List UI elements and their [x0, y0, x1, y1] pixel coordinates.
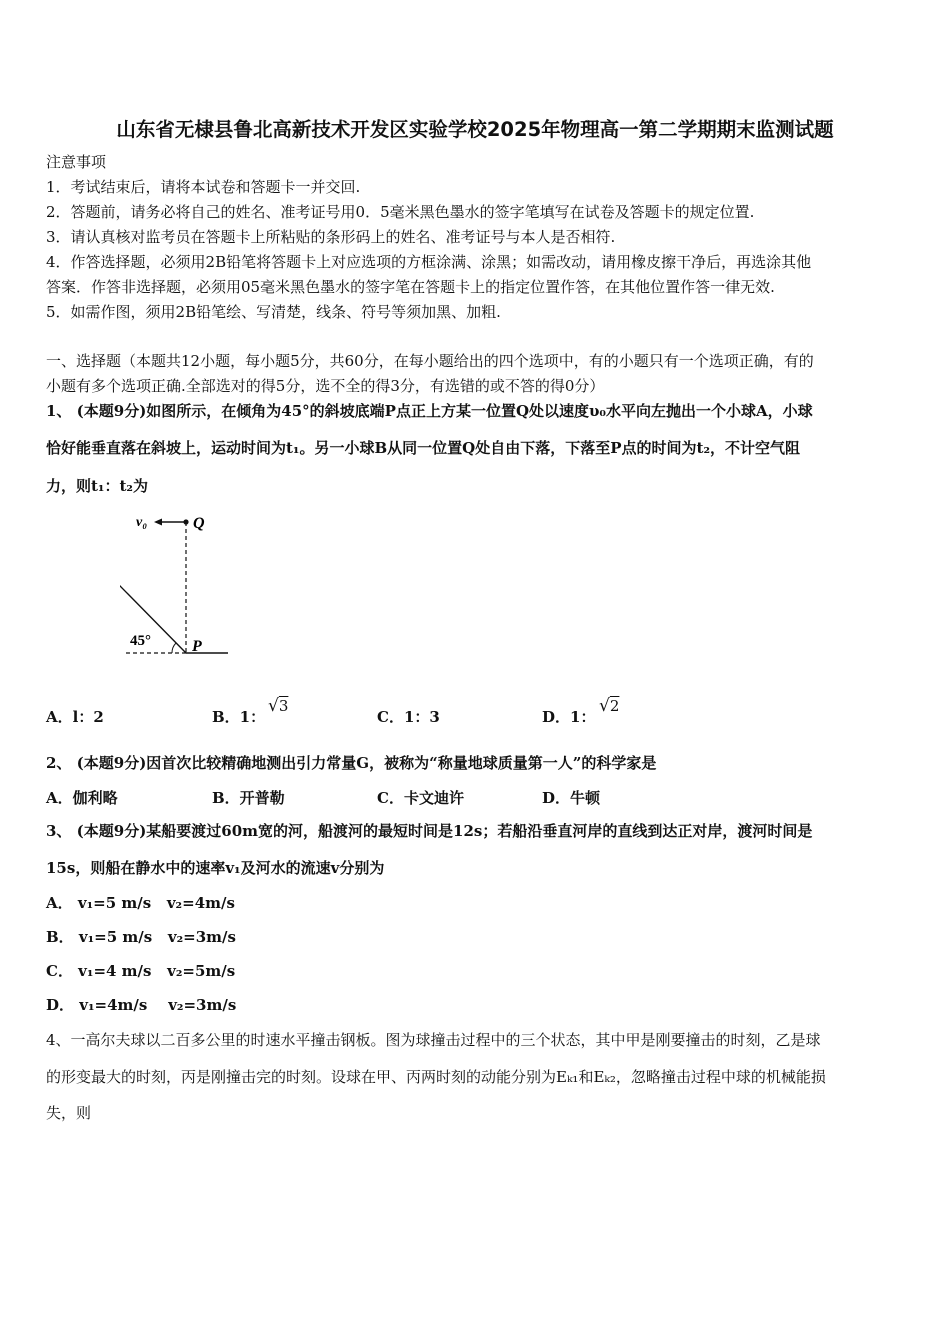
angle-arc — [172, 643, 176, 653]
projectile-figure — [120, 505, 240, 665]
q2-option-a: A．伽利略 — [46, 789, 118, 807]
question-1-line: 1、 (本题9分)如图所示，在倾角为45°的斜坡底端P点正上方某一位置Q处以速度υ₀水平向左抛出一个小球A，小球 — [46, 402, 813, 420]
page-title: 山东省无棣县鲁北高新技术开发区实验学校2025年物理高一第二学期期末监测试题 — [116, 118, 834, 141]
q3-option-a: A． v₁=5 m/s v₂=4m/s — [46, 894, 235, 912]
q3-option-c: C． v₁=4 m/s v₂=5m/s — [46, 962, 236, 980]
p-label: P — [192, 638, 202, 655]
q2-option-c: C．卡文迪许 — [377, 789, 464, 807]
question-3-line: 3、 (本题9分)某船要渡过60m宽的河，船渡河的最短时间是12s；若船沿垂直河岸的直线到达正对岸，渡河时间是 — [46, 822, 813, 840]
q1-option-b-sqrt: √3 — [268, 696, 289, 716]
q1-option-d: D．1： — [542, 708, 596, 726]
q1-option-c: C．1：3 — [377, 708, 440, 726]
q-label: Q — [193, 515, 205, 532]
q1-option-a: A．l：2 — [46, 708, 104, 726]
note-item: 答案．作答非选择题，必须用05毫米黑色墨水的签字笔在答题卡上的指定位置作答，在其他位置作答一律无效. — [46, 278, 775, 296]
question-3-line: 15s，则船在静水中的速率v₁及河水的流速v分别为 — [46, 859, 385, 877]
q1-option-b: B．1： — [212, 708, 266, 726]
angle-label: 45° — [130, 633, 151, 649]
q1-option-d-sqrt: √2 — [599, 696, 620, 716]
note-item: 3．请认真核对监考员在答题卡上所粘贴的条形码上的姓名、准考证号与本人是否相符. — [46, 228, 616, 246]
v0-label: v₀ — [136, 515, 148, 530]
section-heading-cont: 小题有多个选项正确.全部选对的得5分，选不全的得3分，有选错的或不答的得0分） — [46, 377, 605, 395]
q2-option-b: B．开普勒 — [212, 789, 285, 807]
point-q — [183, 519, 188, 524]
arrow-head — [154, 519, 162, 526]
note-item: 5．如需作图，须用2B铅笔绘、写清楚，线条、符号等须加黑、加粗. — [46, 303, 501, 321]
q3-option-b: B． v₁=5 m/s v₂=3m/s — [46, 928, 236, 946]
note-item: 4．作答选择题，必须用2B铅笔将答题卡上对应选项的方框涂满、涂黑；如需改动，请用橡皮擦干净后，再选涂其他 — [46, 253, 812, 271]
notes-heading: 注意事项 — [46, 153, 107, 171]
question-1-line: 力，则t₁：t₂为 — [46, 477, 148, 495]
note-item: 1．考试结束后，请将本试卷和答题卡一并交回. — [46, 178, 361, 196]
note-item: 2．答题前，请务必将自己的姓名、准考证号用0．5毫米黑色墨水的签字笔填写在试卷及答题卡的规定位置. — [46, 203, 755, 221]
question-1-line: 恰好能垂直落在斜坡上，运动时间为t₁。另一小球B从同一位置Q处自由下落，下落至P点的时间为t₂，不计空气阻 — [46, 439, 801, 457]
question-4-line: 失，则 — [46, 1104, 92, 1122]
question-2-line: 2、 (本题9分)因首次比较精确地测出引力常量G，被称为“称量地球质量第一人”的科学家是 — [46, 754, 657, 772]
question-4-line: 的形变最大的时刻，丙是刚撞击完的时刻。设球在甲、丙两时刻的动能分别为Eₖ₁和Eₖ₂，忽略撞击过程中球的机械能损 — [46, 1068, 826, 1086]
q2-option-d: D．牛顿 — [542, 789, 601, 807]
section-heading: 一、选择题（本题共12小题，每小题5分，共60分，在每小题给出的四个选项中，有的小题只有一个选项正确，有的 — [46, 352, 814, 370]
question-4-line: 4、一高尔夫球以二百多公里的时速水平撞击钢板。图为球撞击过程中的三个状态，其中甲是刚要撞击的时刻，乙是球 — [46, 1031, 821, 1049]
q3-option-d: D． v₁=4m/s v₂=3m/s — [46, 996, 237, 1014]
